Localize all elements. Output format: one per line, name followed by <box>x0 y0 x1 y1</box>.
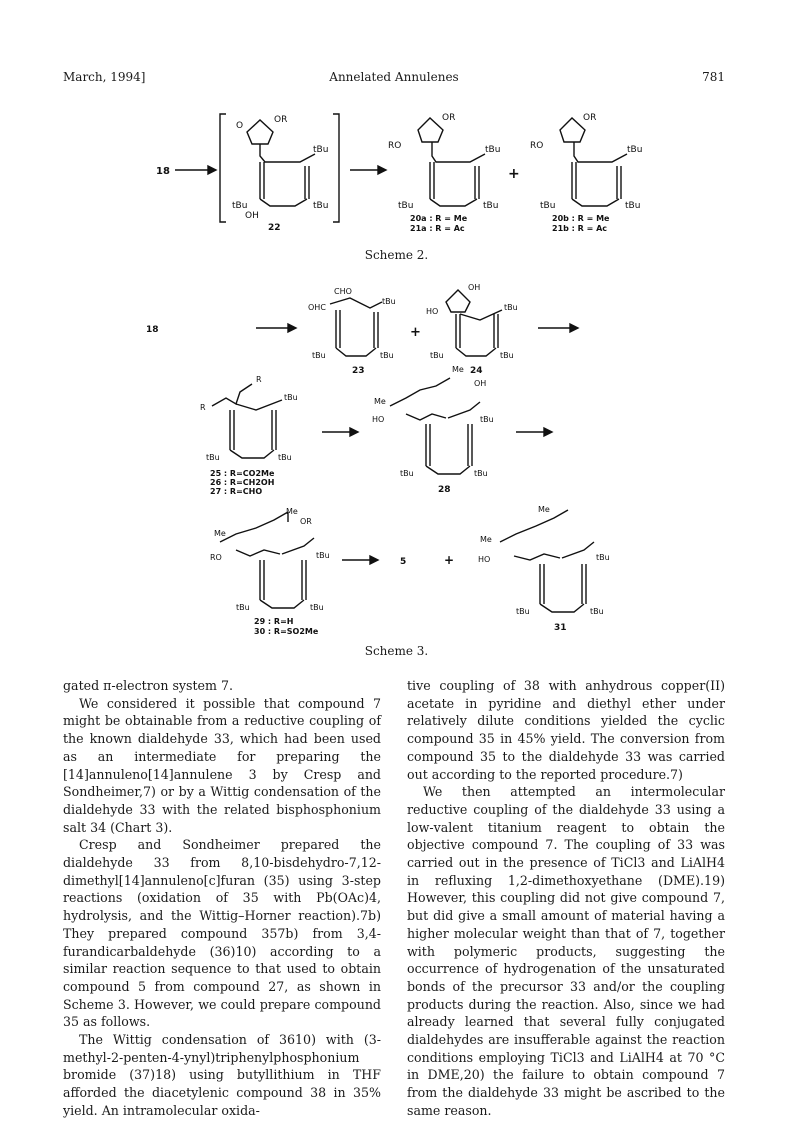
label-tbu: tBu <box>590 607 604 616</box>
label-tbu: tBu <box>313 145 329 155</box>
plus-sign: + <box>508 166 520 182</box>
paragraph: gated π-electron system 7. <box>63 678 233 693</box>
label-ho: HO <box>478 555 491 564</box>
label-tbu: tBu <box>500 351 514 360</box>
label-ro: RO <box>530 141 544 151</box>
right-column <box>407 677 725 1120</box>
paragraph: We then attempted an intermolecular reductive coupling of the dialdehyde 33 using a low-valent titanium reagent to obtain the objective compound 7. The coupling of 33 was carried out in the presence of TiCl3 and LiAlH4 in refluxing 1,2-dimethoxyethane (DME).19) However, this coupling did not give compound 7, but did give a small amount of material having a higher molecular weight than that of 7, together with polymeric products, suggesting the occurrence of hydrogenation of the unsaturated bonds of the precursor 33 and/or the coupling products during the reaction. Also, since we had already learned that several fully conjugated dialdehydes are insufferable against the reaction conditions employing TiCl3 and LiAlH4 at 70 °C in DME,20) the failure to obtain compound 7 from the dialdehyde 33 might be ascribed to the same reason. <box>407 784 725 1118</box>
label-ho: HO <box>426 307 439 316</box>
compound-25-structure <box>200 375 298 496</box>
label-oh: OH <box>245 211 259 221</box>
label-ohc: OHC <box>308 303 326 312</box>
label-cho: CHO <box>334 287 352 296</box>
label-26: 26 : R=CH2OH <box>210 478 275 487</box>
label-24: 24 <box>470 366 483 376</box>
label-me: Me <box>538 505 550 514</box>
label-5: 5 <box>400 557 407 567</box>
compound-31-structure <box>478 505 610 633</box>
label-me: Me <box>480 535 492 544</box>
label-or: OR <box>300 517 312 526</box>
label-r: R <box>256 375 262 384</box>
label-me: Me <box>286 507 298 516</box>
compound-23-structure <box>308 287 396 376</box>
compound-20a-structure <box>388 113 500 233</box>
label-ho: HO <box>372 415 385 424</box>
label-tbu: tBu <box>400 469 414 478</box>
label-tbu: tBu <box>430 351 444 360</box>
label-27: 27 : R=CHO <box>210 487 263 496</box>
label-ro: RO <box>388 141 402 151</box>
compound-22-structure <box>232 115 328 233</box>
label-tbu: tBu <box>483 201 499 211</box>
scheme-2-caption: Scheme 2. <box>364 248 429 262</box>
label-tbu: tBu <box>278 453 292 462</box>
paragraph: Cresp and Sondheimer prepared the dialdehyde 33 from 8,10-bisdehydro-7,12-dimethyl[14]annuleno[c]furan (35) using 3-step reactions (oxidation of 35 with Pb(OAc)4, hydrolysis, and the Wittig–Horner reaction).7b) They prepared compound 357b) from 3,4-furandicarbaldehyde (36)10) according to a similar reaction sequence to that used to obtain compound 5 from compound 27, as shown in Scheme 3. However, we could prepare compound 35 as follows. <box>63 837 381 1030</box>
label-tbu: tBu <box>504 303 518 312</box>
page-number: 781 <box>702 70 725 84</box>
label-tbu: tBu <box>596 553 610 562</box>
reaction-arrow <box>538 324 578 332</box>
label-29: 29 : R=H <box>254 617 294 626</box>
running-header <box>63 70 725 88</box>
plus-sign: + <box>410 325 421 340</box>
label-tbu: tBu <box>516 607 530 616</box>
label-tbu: tBu <box>474 469 488 478</box>
label-tbu: tBu <box>316 551 330 560</box>
label-oh: OH <box>468 283 481 292</box>
label-31: 31 <box>554 623 567 633</box>
label-30: 30 : R=SO2Me <box>254 627 319 636</box>
label-21b: 21b : R = Ac <box>552 224 607 233</box>
label-me: Me <box>214 529 226 538</box>
label-or: OR <box>442 113 456 123</box>
reaction-arrow <box>256 324 296 332</box>
label-25: 25 : R=CO2Me <box>210 469 275 478</box>
scheme-3-caption: Scheme 3. <box>364 644 429 658</box>
label-tbu: tBu <box>232 201 248 211</box>
reaction-arrow <box>342 556 378 564</box>
label-tbu: tBu <box>313 201 329 211</box>
compound-20b-structure <box>530 113 642 233</box>
label-28: 28 <box>438 485 451 495</box>
label-tbu: tBu <box>398 201 414 211</box>
label-or: OR <box>274 115 288 125</box>
label-me: Me <box>452 365 464 374</box>
paragraph: We considered it possible that compound 7 might be obtainable from a reductive coupling of the known dialdehyde 33, which had been used as an intermediate for preparing the [14]annuleno[14]annulene 3 by Cresp and Sondheimer,7) or by a Wittig condensation of the dialdehyde 33 with the related bisphosphonium salt 34 (Chart 3). <box>63 695 381 835</box>
plus-sign: + <box>444 553 455 567</box>
label-r: R <box>200 403 206 412</box>
scheme-3-figure <box>60 280 730 640</box>
label-o: O <box>236 121 244 131</box>
reaction-arrow <box>516 428 552 436</box>
header-date: March, 1994] <box>63 70 146 84</box>
label-23: 23 <box>352 366 365 376</box>
left-column <box>63 677 381 1120</box>
label-tbu: tBu <box>625 201 641 211</box>
label-tbu: tBu <box>310 603 324 612</box>
compound-28-structure <box>372 365 494 495</box>
label-tbu: tBu <box>485 145 501 155</box>
compound-24-structure <box>426 283 518 376</box>
reaction-arrow <box>175 166 216 174</box>
label-tbu: tBu <box>312 351 326 360</box>
label-me: Me <box>374 397 386 406</box>
label-20a: 20a : R = Me <box>410 214 468 223</box>
label-21a: 21a : R = Ac <box>410 224 465 233</box>
label-tbu: tBu <box>540 201 556 211</box>
label-tbu: tBu <box>627 145 643 155</box>
label-tbu: tBu <box>380 351 394 360</box>
label-18: 18 <box>146 325 159 335</box>
paragraph: The Wittig condensation of 3610) with (3-methyl-2-penten-4-ynyl)triphenylphosphonium bromide (37)18) using butyllithium in THF afforded the diacetylenic compound 38 in 35% yield. An intramolecular oxida- <box>63 1032 381 1118</box>
label-tbu: tBu <box>382 297 396 306</box>
reaction-arrow <box>322 428 358 436</box>
label-tbu: tBu <box>284 393 298 402</box>
label-18: 18 <box>156 166 170 177</box>
header-title: Annelated Annulenes <box>329 70 459 84</box>
label-ro: RO <box>210 553 222 562</box>
label-22: 22 <box>268 223 281 233</box>
label-tbu: tBu <box>236 603 250 612</box>
label-or: OR <box>583 113 597 123</box>
compound-29-structure <box>210 507 330 636</box>
label-oh: OH <box>474 379 487 388</box>
label-20b: 20b : R = Me <box>552 214 610 223</box>
scheme-2-figure <box>60 104 730 249</box>
label-tbu: tBu <box>480 415 494 424</box>
paragraph: tive coupling of 38 with anhydrous copper(II) acetate in pyridine and diethyl ether under relatively dilute conditions yielded the cyclic compound 35 in 45% yield. The conversion from compound 35 to the dialdehyde 33 was carried out according to the reported procedure.7) <box>407 678 725 782</box>
reaction-arrow <box>350 166 386 174</box>
label-tbu: tBu <box>206 453 220 462</box>
